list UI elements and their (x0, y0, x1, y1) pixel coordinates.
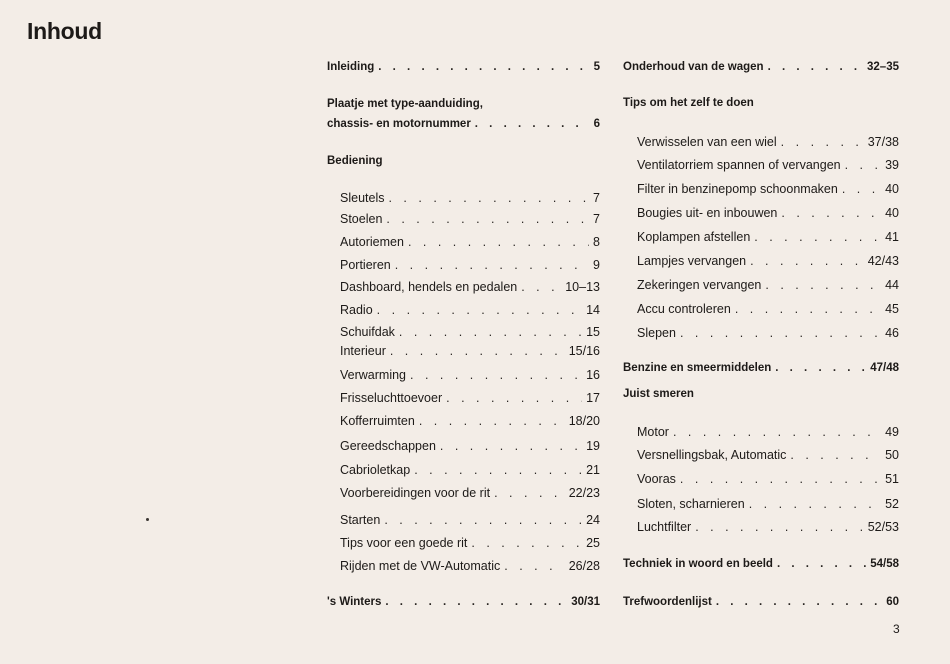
leader-dots (410, 368, 582, 382)
toc-entry-label: Stoelen (340, 212, 383, 226)
toc-entry-label: Trefwoordenlijst (623, 596, 712, 608)
toc-entry[interactable] (637, 278, 899, 296)
toc-entry-label: Koplampen afstellen (637, 230, 751, 244)
toc-entry-page: 60 (886, 596, 899, 608)
leader-dots (399, 325, 582, 339)
toc-entry-label: Sleutels (340, 191, 385, 205)
leader-dots (377, 303, 582, 317)
leader-dots (440, 439, 582, 453)
toc-entry-label: Frisseluchttoevoer (340, 391, 443, 405)
toc-entry-label: Cabrioletkap (340, 463, 411, 477)
toc-entry-page: 30/31 (571, 596, 600, 608)
leader-dots (419, 414, 565, 428)
toc-entry-page: 49 (885, 425, 899, 439)
toc-entry-page: 8 (593, 235, 600, 249)
toc-entry-page: 22/23 (568, 486, 600, 500)
toc-entry[interactable] (340, 513, 600, 531)
toc-entry-page: 52 (885, 497, 899, 511)
toc-entry-page: 10–13 (565, 280, 600, 294)
toc-entry-page: 25 (586, 536, 600, 550)
leader-dots (388, 191, 589, 205)
toc-entry[interactable] (637, 135, 899, 153)
toc-entry-page: 44 (885, 278, 899, 292)
leader-dots (765, 278, 881, 292)
leader-dots (775, 362, 866, 374)
toc-entry-label: Dashboard, hendels en pedalen (340, 280, 518, 294)
leader-dots (494, 486, 565, 500)
toc-entry-page: 15/16 (568, 344, 600, 358)
toc-entry-plaatje[interactable] (327, 118, 600, 136)
toc-entry-label: Zekeringen vervangen (637, 278, 762, 292)
toc-entry-page: 39 (885, 158, 899, 172)
toc-entry[interactable] (340, 303, 600, 321)
toc-entry[interactable] (340, 559, 600, 577)
leader-dots (414, 463, 582, 477)
toc-entry[interactable] (637, 158, 899, 176)
toc-entry[interactable] (340, 191, 600, 209)
toc-entry[interactable] (637, 497, 899, 515)
leader-dots (673, 425, 881, 439)
toc-entry-page: 24 (586, 513, 600, 527)
toc-entry[interactable] (340, 391, 600, 409)
toc-entry-label: Bougies uit- en inbouwen (637, 206, 778, 220)
toc-entry[interactable] (340, 414, 600, 432)
toc-entry-page: 42/43 (867, 254, 899, 268)
toc-entry[interactable] (637, 472, 899, 490)
toc-entry-onderhoud[interactable] (623, 61, 899, 79)
toc-entry-page: 40 (885, 206, 899, 220)
toc-entry-label: Filter in benzinepomp schoonmaken (637, 182, 838, 196)
toc-entry-label: Interieur (340, 344, 386, 358)
toc-entry-label: Onderhoud van de wagen (623, 61, 764, 73)
toc-entry-page: 47/48 (870, 362, 899, 374)
toc-entry[interactable] (340, 368, 600, 386)
leader-dots (777, 558, 866, 570)
toc-entry[interactable] (340, 486, 600, 504)
toc-entry-page: 26/28 (568, 559, 600, 573)
toc-entry-label: Ventilatorriem spannen of vervangen (637, 158, 841, 172)
toc-entry[interactable] (340, 463, 600, 481)
page-number: 3 (893, 622, 900, 636)
toc-entry-page: 50 (885, 448, 899, 462)
paper-speck (146, 518, 149, 521)
leader-dots (750, 254, 864, 268)
toc-entry-label: Portieren (340, 258, 391, 272)
leader-dots (386, 212, 589, 226)
leader-dots (768, 61, 863, 73)
toc-entry[interactable] (637, 182, 899, 200)
leader-dots (749, 497, 881, 511)
toc-entry[interactable] (340, 536, 600, 554)
toc-entry-inleiding[interactable] (327, 61, 600, 79)
leader-dots (471, 536, 582, 550)
toc-entry-page: 17 (586, 391, 600, 405)
toc-entry-label: Benzine en smeermiddelen (623, 362, 772, 374)
toc-entry[interactable] (637, 206, 899, 224)
toc-entry-page: 16 (586, 368, 600, 382)
toc-entry-label: Motor (637, 425, 669, 439)
toc-entry-page: 5 (593, 61, 600, 73)
section-heading-smeren: Juist smeren (623, 388, 694, 400)
toc-entry-label: Voorbereidingen voor de rit (340, 486, 491, 500)
toc-entry-page: 54/58 (870, 558, 899, 570)
toc-entry-page: 37/38 (867, 135, 899, 149)
toc-entry[interactable] (340, 212, 600, 230)
leader-dots (716, 596, 882, 608)
toc-entry-techniek[interactable] (623, 558, 899, 576)
leader-dots (384, 513, 582, 527)
leader-dots (395, 258, 589, 272)
section-heading-tips: Tips om het zelf te doen (623, 97, 754, 109)
leader-dots (378, 61, 589, 73)
toc-entry[interactable] (637, 448, 899, 466)
leader-dots (790, 448, 881, 462)
toc-entry-label: Autoriemen (340, 235, 404, 249)
toc-entry-page: 14 (586, 303, 600, 317)
toc-entry-page: 51 (885, 472, 899, 486)
leader-dots (680, 326, 881, 340)
leader-dots (754, 230, 881, 244)
toc-entry-label: Radio (340, 303, 373, 317)
toc-entry-page: 18/20 (568, 414, 600, 428)
toc-entry-page: 9 (593, 258, 600, 272)
toc-entry[interactable] (340, 325, 600, 343)
toc-entry-page: 7 (593, 191, 600, 205)
toc-entry-label: Tips voor een goede rit (340, 536, 468, 550)
leader-dots (504, 559, 564, 573)
toc-entry-label: Schuifdak (340, 325, 395, 339)
leader-dots (446, 391, 582, 405)
toc-entry-label: Accu controleren (637, 302, 731, 316)
leader-dots (781, 206, 881, 220)
toc-entry-label: Verwarming (340, 368, 406, 382)
leader-dots (695, 520, 864, 534)
toc-entry-page: 46 (885, 326, 899, 340)
toc-entry-plaatje-line1: Plaatje met type-aanduiding, (327, 98, 483, 110)
leader-dots (735, 302, 881, 316)
toc-entry-page: 32–35 (867, 61, 899, 73)
leader-dots (781, 135, 864, 149)
toc-entry-page: 45 (885, 302, 899, 316)
toc-entry[interactable] (340, 439, 600, 457)
toc-entry-label: Verwisselen van een wiel (637, 135, 777, 149)
toc-entry[interactable] (637, 326, 899, 344)
leader-dots (408, 235, 589, 249)
toc-entry-label: Inleiding (327, 61, 375, 73)
toc-entry[interactable] (340, 235, 600, 253)
toc-entry-label: chassis- en motornummer (327, 118, 471, 130)
toc-entry-page: 6 (593, 118, 600, 130)
toc-entry[interactable] (340, 258, 600, 276)
toc-entry-label: Vooras (637, 472, 676, 486)
toc-entry-label: Rijden met de VW-Automatic (340, 559, 501, 573)
toc-entry[interactable] (637, 254, 899, 272)
toc-entry-page: 15 (586, 325, 600, 339)
toc-entry-label: Starten (340, 513, 381, 527)
toc-entry-winters[interactable] (327, 596, 600, 614)
toc-entry[interactable] (637, 425, 899, 443)
toc-entry-label: Gereedschappen (340, 439, 436, 453)
toc-entry[interactable] (340, 280, 600, 298)
toc-entry-label: Versnellingsbak, Automatic (637, 448, 787, 462)
toc-entry[interactable] (637, 230, 899, 248)
toc-entry-page: 7 (593, 212, 600, 226)
toc-entry-label: Luchtfilter (637, 520, 692, 534)
page-title: Inhoud (27, 18, 102, 44)
toc-entry-label: Slepen (637, 326, 676, 340)
leader-dots (475, 118, 590, 130)
toc-entry-label: Techniek in woord en beeld (623, 558, 773, 570)
toc-entry-page: 21 (586, 463, 600, 477)
toc-entry-label: 's Winters (327, 596, 382, 608)
leader-dots (845, 158, 881, 172)
leader-dots (680, 472, 881, 486)
leader-dots (385, 596, 567, 608)
toc-entry[interactable] (637, 302, 899, 320)
toc-entry[interactable] (637, 520, 899, 538)
toc-entry[interactable] (340, 344, 600, 362)
toc-entry-benzine[interactable] (623, 362, 899, 380)
toc-entry-label: Sloten, scharnieren (637, 497, 745, 511)
toc-entry-label: Kofferruimten (340, 414, 415, 428)
toc-entry-page: 41 (885, 230, 899, 244)
leader-dots (521, 280, 561, 294)
toc-entry-label: Lampjes vervangen (637, 254, 747, 268)
section-heading-bediening: Bediening (327, 155, 383, 167)
leader-dots (842, 182, 881, 196)
toc-entry-trefwoorden[interactable] (623, 596, 899, 614)
toc-entry-page: 40 (885, 182, 899, 196)
leader-dots (390, 344, 565, 358)
toc-entry-page: 52/53 (867, 520, 899, 534)
toc-entry-page: 19 (586, 439, 600, 453)
